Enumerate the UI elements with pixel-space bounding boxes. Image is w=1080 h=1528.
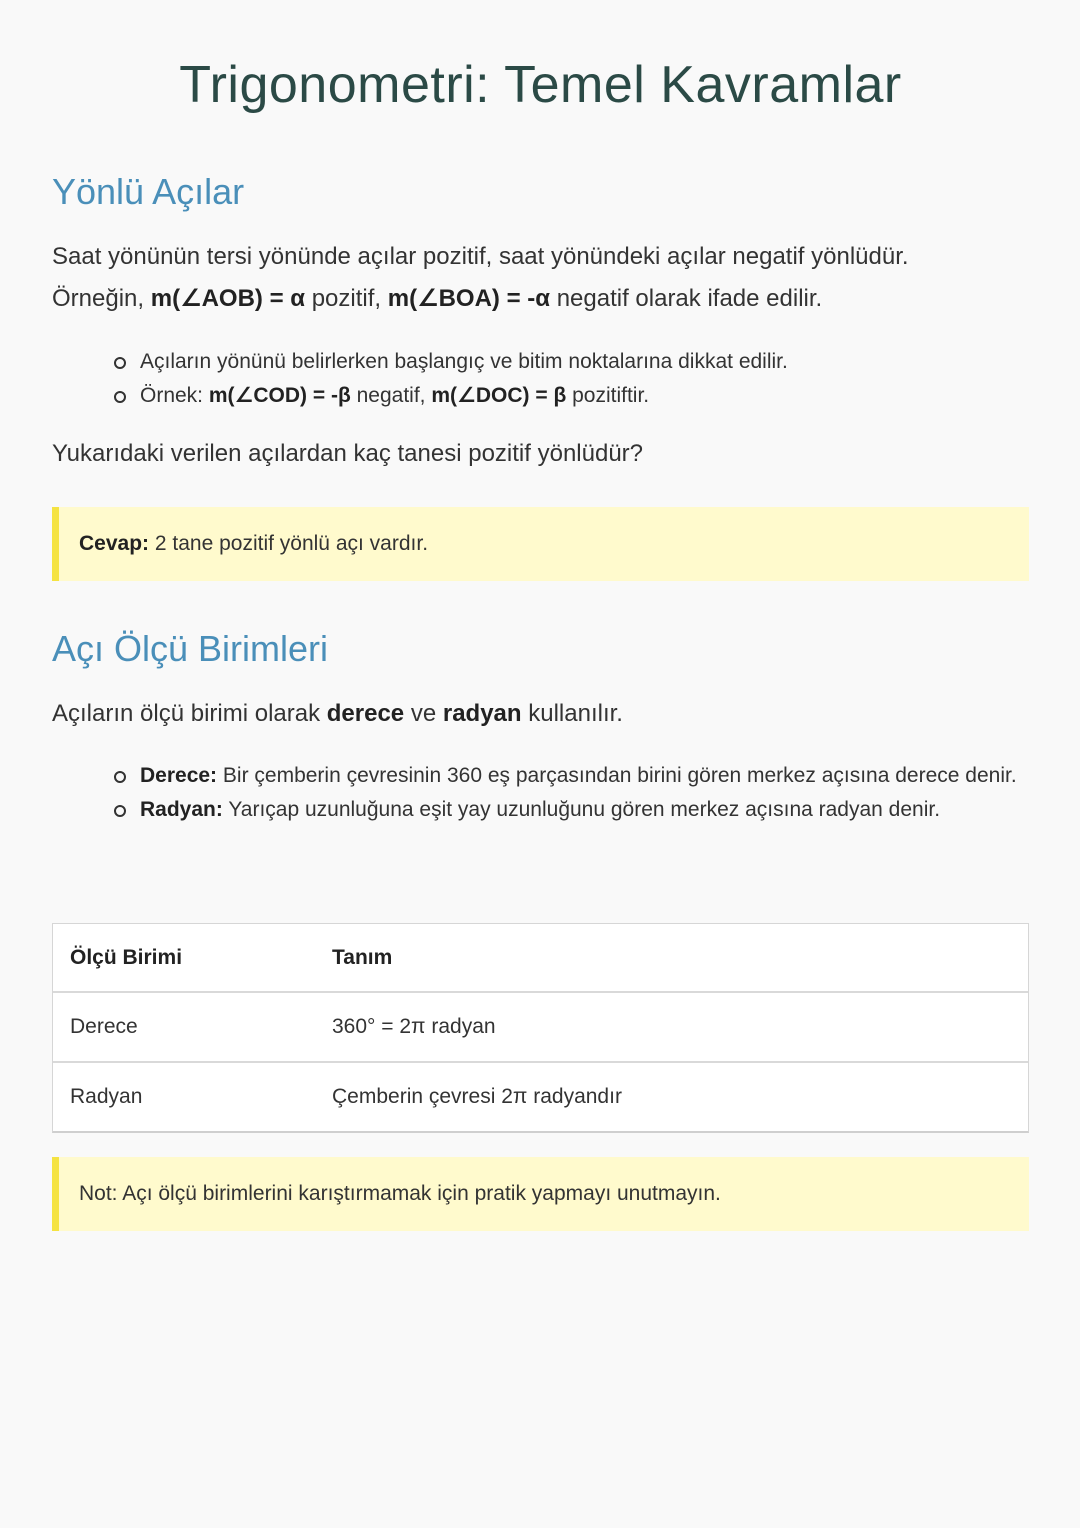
table-header-cell: Ölçü Birimi: [70, 945, 183, 969]
answer-callout: [52, 507, 1029, 581]
list-item: [140, 759, 1020, 793]
bullet-circle-icon: [114, 357, 126, 369]
table-header-cell: Tanım: [332, 945, 393, 969]
table-cell: Derece: [70, 1015, 138, 1038]
question-text: Yukarıdaki verilen açılardan kaç tanesi pozitif yönlüdür?: [52, 440, 643, 467]
intro-paragraph: [52, 236, 1029, 320]
table-cell: Radyan: [70, 1085, 143, 1108]
units-intro: [52, 693, 1029, 735]
bullet-circle-icon: [114, 391, 126, 403]
expression-boa: m(∠BOA) = -α: [387, 285, 551, 312]
term-derece: derece: [326, 700, 405, 727]
bullet-circle-icon: [114, 771, 126, 783]
word-positive: pozitif,: [311, 285, 382, 312]
page-title: Trigonometri: Temel Kavramlar: [179, 56, 902, 114]
intro-prefix: Açıların ölçü birimi olarak: [52, 700, 321, 727]
table-cell: 360° = 2π radyan: [332, 1015, 496, 1038]
bullet-suffix: pozitiftir.: [572, 384, 650, 407]
table-row: [53, 991, 1028, 1061]
answer-text: 2 tane pozitif yönlü açı vardır.: [154, 532, 429, 555]
list-item: [140, 345, 1020, 379]
definition-text-radyan: Yarıçap uzunluğuna eşit yay uzunluğunu gören merkez açısına radyan denir.: [228, 798, 941, 821]
bullet-text: Açıların yönünü belirlerken başlangıç ve bitim noktalarına dikkat edilir.: [140, 350, 788, 373]
term-radyan: radyan: [442, 700, 522, 727]
note-callout: Not: Açı ölçü birimlerini karıştırmamak için pratik yapmayı unutmayın.: [52, 1157, 1029, 1231]
expression-doc: m(∠DOC) = β: [431, 384, 567, 407]
example-suffix: negatif olarak ifade edilir.: [556, 285, 823, 312]
definition-text-derece: Bir çemberin çevresinin 360 eş parçasından birini gören merkez açısına derece denir.: [222, 764, 1017, 787]
example-prefix: Örneğin,: [52, 285, 145, 312]
section-heading-aci-olcu-birimleri: Açı Ölçü Birimleri: [52, 628, 329, 669]
table-header-row: [53, 924, 1028, 991]
section-heading-yonlu-acilar: Yönlü Açılar: [52, 171, 245, 212]
direction-bullet-list: [140, 345, 1020, 413]
bullet-mid: negatif,: [356, 384, 426, 407]
answer-label: Cevap:: [79, 532, 150, 555]
intro-conjunction: ve: [410, 700, 437, 727]
list-item: [140, 379, 1020, 413]
intro-line-2: [52, 278, 1029, 320]
intro-line-1: Saat yönünün tersi yönünde açılar pozitif, saat yönündeki açılar negatif yönlüdür.: [52, 243, 909, 270]
units-bullet-list: [140, 759, 1020, 827]
table-cell: Çemberin çevresi 2π radyandır: [332, 1085, 622, 1108]
intro-suffix: kullanılır.: [528, 700, 623, 727]
expression-aob: m(∠AOB) = α: [150, 285, 306, 312]
definition-label-radyan: Radyan:: [140, 798, 223, 821]
expression-cod: m(∠COD) = -β: [208, 384, 351, 407]
bullet-circle-icon: [114, 805, 126, 817]
definition-label-derece: Derece:: [140, 764, 218, 787]
bullet-prefix: Örnek:: [140, 384, 204, 407]
units-table: [52, 923, 1029, 1133]
list-item: [140, 793, 1020, 827]
table-row: [53, 1061, 1028, 1131]
